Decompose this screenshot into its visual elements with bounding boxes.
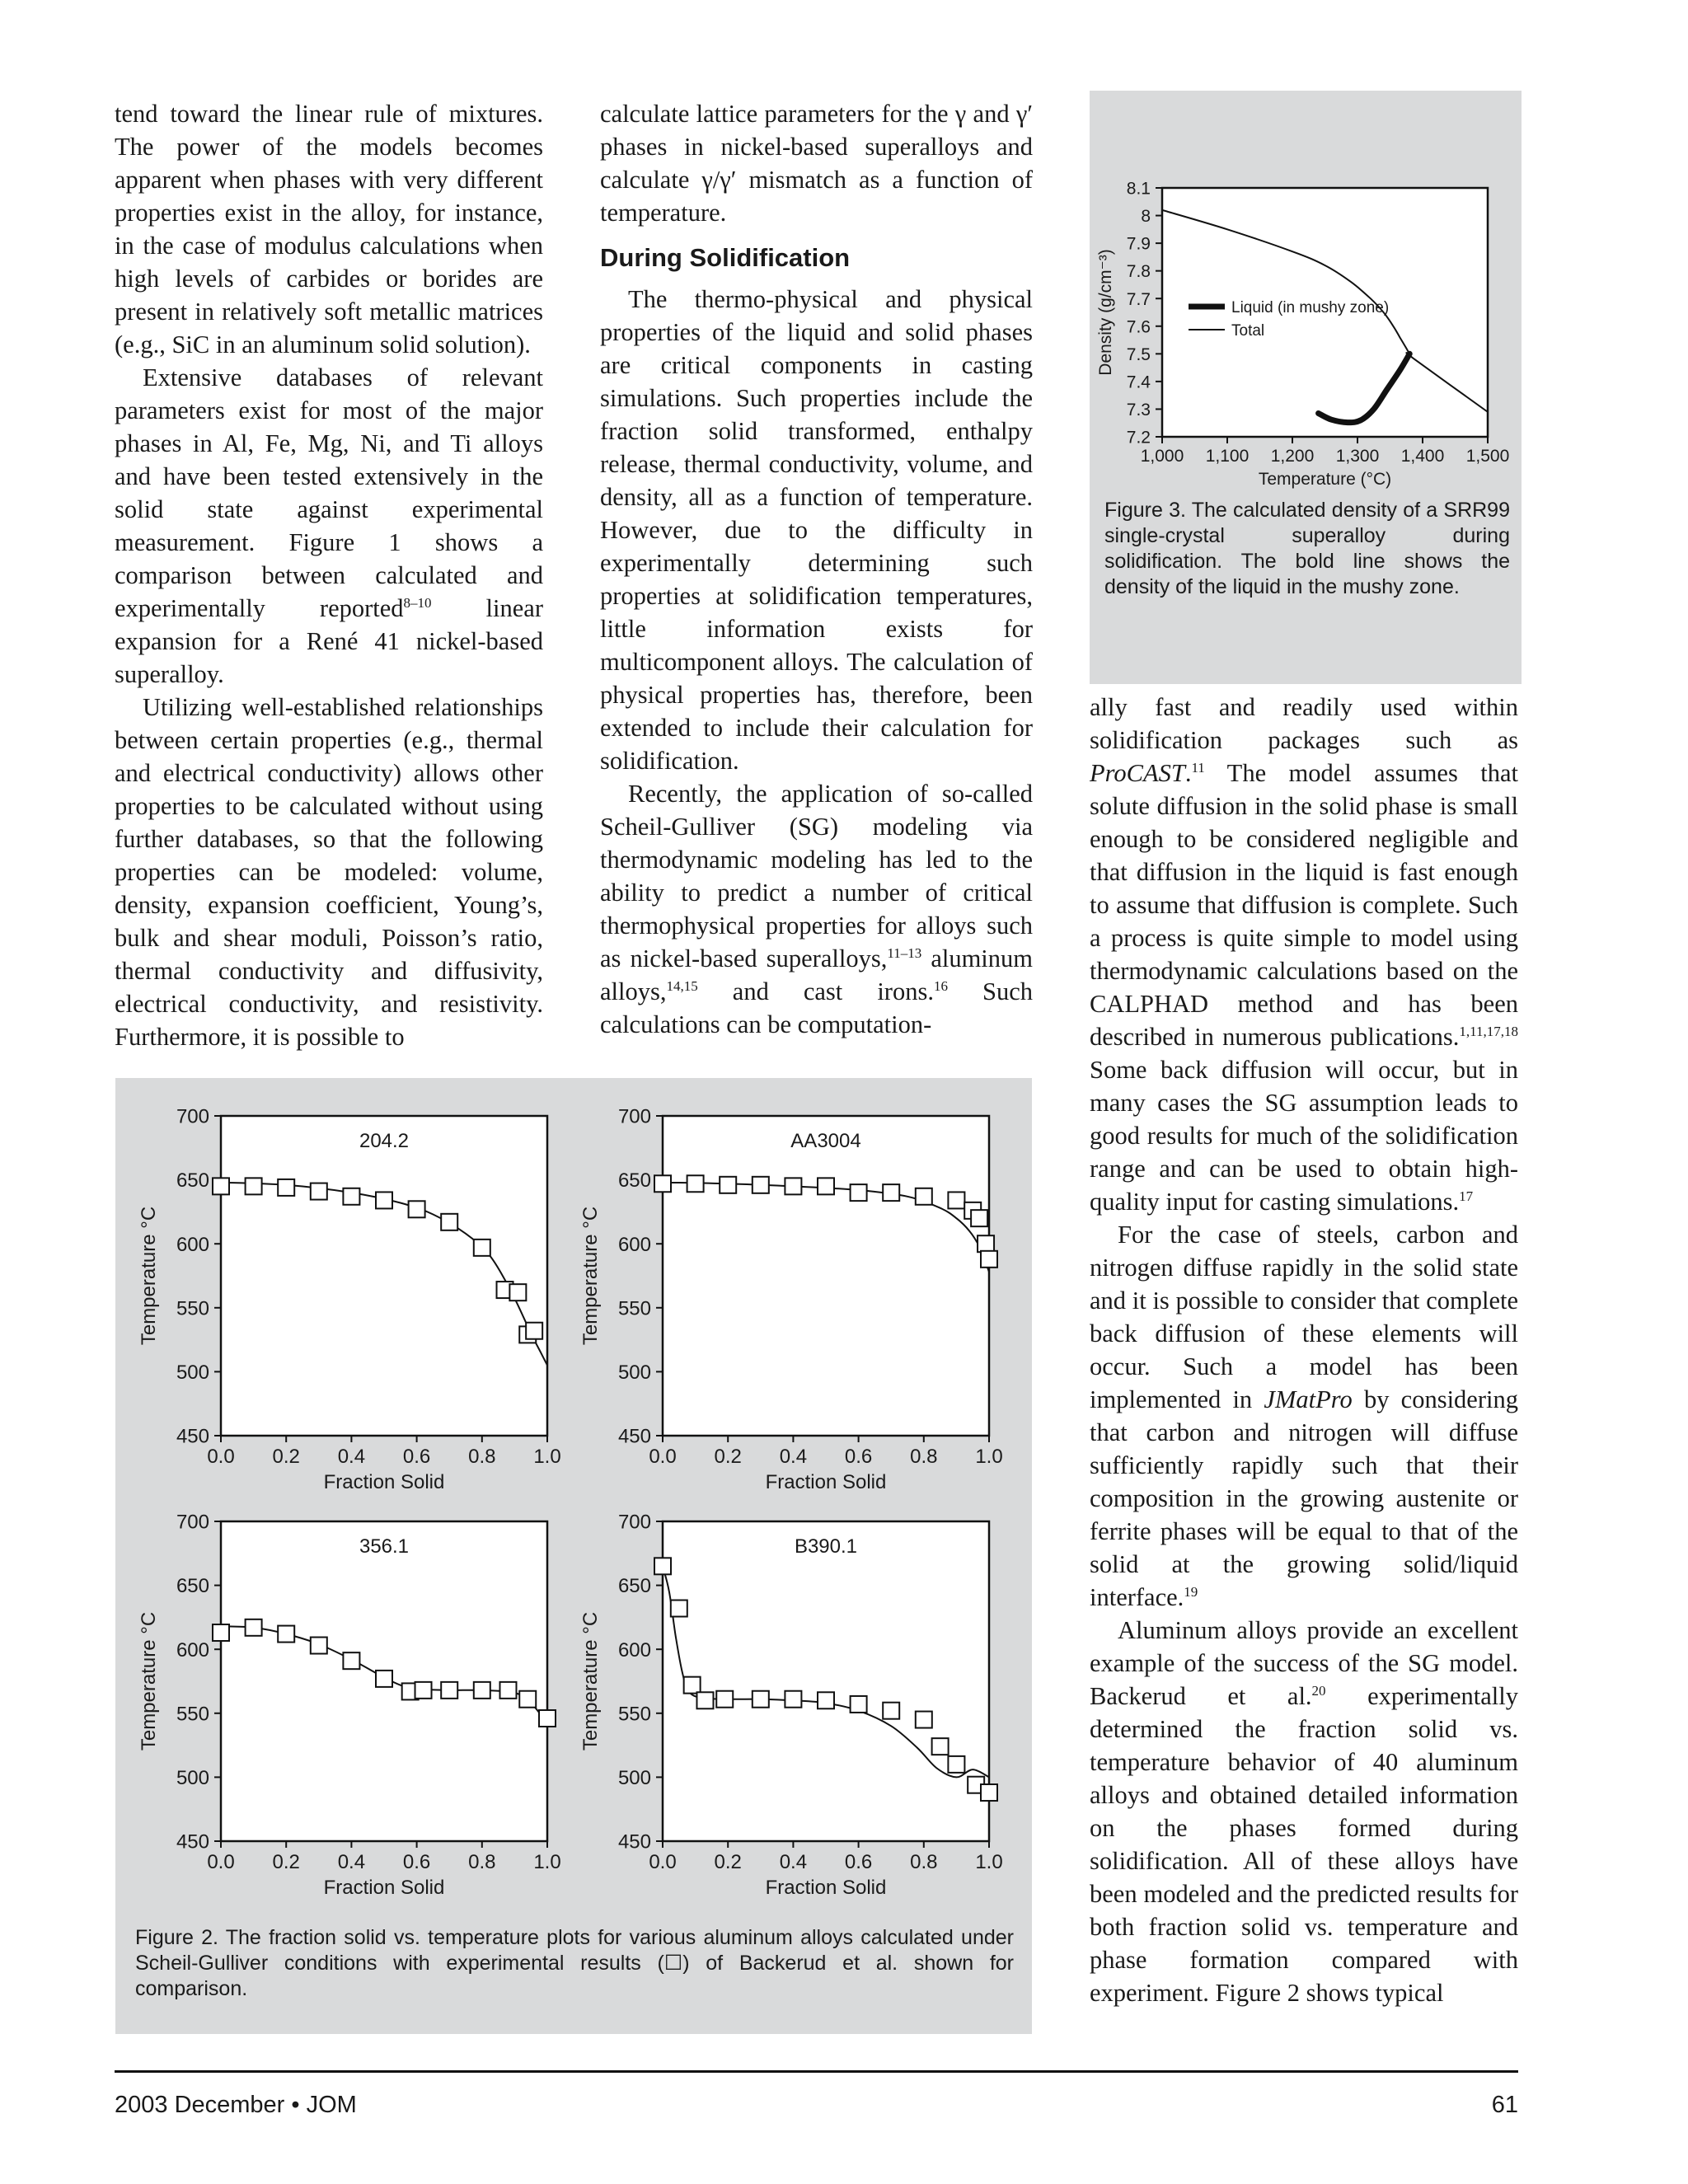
chart-title: 204.2 bbox=[359, 1130, 410, 1152]
figure-2 bbox=[115, 1078, 1032, 2034]
data-point bbox=[474, 1682, 490, 1699]
y-tick-label: 700 bbox=[176, 1105, 209, 1128]
data-point bbox=[343, 1652, 359, 1669]
paragraph: Aluminum alloys provide an excellent example of the success of the SG model. Backerud et al.$^{20}$ experimentally determined the fraction solid vs. temperature behavior of 40 aluminum alloys and obtained detailed information on the phases formed during solidification. All of these alloys have been modeled and the predicted results for both fraction solid vs. temperature and phase formation compared with experiment. Figure 2 shows typical bbox=[1090, 1616, 1518, 2007]
data-point bbox=[785, 1178, 801, 1194]
x-tick-label: 0.6 bbox=[402, 1851, 431, 1873]
data-point bbox=[213, 1178, 229, 1194]
data-point bbox=[916, 1188, 932, 1205]
data-point bbox=[499, 1682, 516, 1699]
x-tick-label: 0.4 bbox=[337, 1446, 366, 1468]
reference-superscript: 19 bbox=[1184, 1584, 1198, 1600]
y-tick-label: 550 bbox=[176, 1297, 209, 1320]
y-tick-label: 500 bbox=[176, 1361, 209, 1385]
chart-fig3 bbox=[1096, 180, 1509, 489]
paragraph: For the case of steels, carbon and nitrogen diffuse rapidly in the solid state and it is possible to consider that complete back diffusion of these elements will occur. Such a model has been implemented in JMatPro by considering that carbon and nitrogen will diffuse sufficiently rapidly such that their composition in the growing austenite or ferrite phases will be equal to that of the solid at the growing solid/liquid interface.$^{19}$ bbox=[1090, 1221, 1518, 1611]
y-tick-label: 550 bbox=[617, 1297, 651, 1320]
data-point bbox=[785, 1691, 801, 1708]
x-tick-label: 0.4 bbox=[337, 1851, 366, 1873]
x-tick-label: 1.0 bbox=[975, 1446, 1003, 1468]
data-point bbox=[376, 1671, 392, 1687]
y-tick-label: 7.8 bbox=[1126, 262, 1151, 282]
data-point bbox=[981, 1251, 997, 1268]
data-point bbox=[311, 1638, 327, 1654]
y-tick-label: 7.2 bbox=[1126, 428, 1151, 448]
reference-superscript: 11 bbox=[1191, 760, 1205, 776]
footer-journal: 2003 December • JOM bbox=[115, 2092, 357, 2118]
reference-superscript: 20 bbox=[1311, 1683, 1326, 1699]
data-point bbox=[441, 1214, 457, 1230]
x-tick-label: 1.0 bbox=[533, 1851, 561, 1873]
x-axis-label: Temperature (°C) bbox=[1258, 470, 1392, 489]
figure-3-chart bbox=[1090, 91, 1522, 494]
data-point bbox=[376, 1192, 392, 1208]
data-point bbox=[978, 1235, 994, 1252]
y-tick-label: 450 bbox=[176, 1425, 209, 1448]
y-tick-label: 550 bbox=[176, 1703, 209, 1726]
legend-label: Total bbox=[1231, 322, 1265, 340]
paragraph: Recently, the application of so-called Scheil-Gulliver (SG) modeling via thermodynamic modeling has led to the ability to predict a number of critical thermophysical properties for alloys such as nickel-based superalloys,$^{11-13}$ aluminum alloys,$^{14,15}$ and cast irons.$^{16}$ Such calculations can be computation- bbox=[600, 780, 1034, 1038]
y-tick-label: 600 bbox=[617, 1233, 651, 1256]
y-tick-label: 600 bbox=[617, 1638, 651, 1661]
y-axis-label: Temperature °C bbox=[138, 1206, 160, 1346]
text-column-2 bbox=[600, 97, 1033, 1041]
data-point bbox=[684, 1677, 701, 1694]
y-tick-label: 500 bbox=[617, 1361, 651, 1385]
data-point bbox=[696, 1692, 713, 1708]
plot-area bbox=[221, 1116, 547, 1436]
data-point bbox=[278, 1626, 294, 1643]
x-tick-label: 0.0 bbox=[207, 1446, 235, 1468]
x-tick-label: 0.4 bbox=[779, 1446, 808, 1468]
data-point bbox=[971, 1210, 987, 1226]
data-point bbox=[851, 1184, 867, 1201]
data-point bbox=[671, 1601, 687, 1617]
y-axis-label: Density (g/cm⁻³) bbox=[1096, 249, 1115, 376]
data-point bbox=[883, 1184, 899, 1201]
footer-rule bbox=[115, 2070, 1518, 2073]
data-point bbox=[311, 1183, 327, 1200]
x-tick-label: 0.2 bbox=[714, 1446, 742, 1468]
y-tick-label: 7.7 bbox=[1126, 289, 1151, 309]
x-tick-label: 0.8 bbox=[468, 1446, 496, 1468]
legend-label: Liquid (in mushy zone) bbox=[1231, 299, 1390, 316]
y-tick-label: 7.6 bbox=[1126, 317, 1151, 337]
data-point bbox=[687, 1175, 704, 1192]
y-tick-label: 650 bbox=[176, 1575, 209, 1598]
y-tick-label: 450 bbox=[617, 1830, 651, 1854]
data-point bbox=[716, 1691, 733, 1708]
data-point bbox=[246, 1178, 262, 1194]
data-point bbox=[948, 1756, 964, 1773]
data-point bbox=[720, 1177, 736, 1193]
data-point bbox=[883, 1703, 899, 1719]
figure-2-charts bbox=[115, 1078, 1032, 1919]
y-tick-label: 7.3 bbox=[1126, 401, 1151, 420]
paragraph: calculate lattice parameters for the γ and γ′ phases in nickel-based superalloys and calculate γ/γ′ mismatch as a function of temperature. bbox=[600, 100, 1033, 227]
data-point bbox=[654, 1175, 671, 1192]
x-tick-label: 1,200 bbox=[1270, 447, 1315, 466]
paragraph: Extensive databases of relevant parameters exist for most of the major phases in Al, Fe, Mg, Ni, and Ti alloys and have been tested extensively in the solid state against experimental measurement. Figure 1 shows a comparison between calculated and experimentally reported$^{8-10}$ linear expansion for a René 41 nickel-based superalloy. bbox=[115, 363, 543, 688]
reference-superscript: 11–13 bbox=[887, 945, 922, 961]
page-number: 61 bbox=[1491, 2092, 1518, 2118]
data-point bbox=[526, 1323, 542, 1339]
x-tick-label: 0.0 bbox=[649, 1446, 677, 1468]
reference-superscript: 14,15 bbox=[666, 978, 698, 994]
data-point bbox=[415, 1682, 432, 1699]
y-tick-label: 7.4 bbox=[1126, 373, 1151, 392]
x-tick-label: 0.8 bbox=[910, 1851, 938, 1873]
x-tick-label: 0.6 bbox=[844, 1851, 873, 1873]
data-point bbox=[753, 1177, 769, 1193]
chart-title: B390.1 bbox=[794, 1535, 858, 1558]
y-tick-label: 7.9 bbox=[1126, 234, 1151, 254]
x-tick-label: 0.0 bbox=[649, 1851, 677, 1873]
x-tick-label: 1,100 bbox=[1205, 447, 1250, 466]
y-axis-label: Temperature °C bbox=[579, 1611, 602, 1751]
x-tick-label: 1.0 bbox=[533, 1446, 561, 1468]
y-axis-label: Temperature °C bbox=[138, 1611, 160, 1751]
y-tick-label: 500 bbox=[617, 1767, 651, 1790]
y-tick-label: 450 bbox=[617, 1425, 651, 1448]
x-axis-label: Fraction Solid bbox=[323, 1877, 445, 1899]
data-point bbox=[509, 1284, 526, 1301]
data-point bbox=[818, 1692, 834, 1708]
y-tick-label: 8 bbox=[1141, 207, 1151, 227]
data-point bbox=[948, 1192, 964, 1208]
data-point bbox=[278, 1179, 294, 1196]
data-point bbox=[981, 1784, 997, 1801]
figure-3 bbox=[1090, 91, 1522, 684]
figure-2-caption: Figure 2. The fraction solid vs. temperature plots for various aluminum alloys calculated under Scheil-Gulliver conditions with experimental results (☐) of Backerud et al. shown for comparison. bbox=[135, 1926, 1014, 2000]
chart-fig2c bbox=[138, 1511, 561, 1899]
y-tick-label: 700 bbox=[176, 1511, 209, 1534]
x-tick-label: 0.2 bbox=[272, 1446, 300, 1468]
y-tick-label: 450 bbox=[176, 1830, 209, 1854]
data-point bbox=[409, 1201, 425, 1217]
data-point bbox=[246, 1619, 262, 1636]
chart-fig2d bbox=[579, 1511, 1003, 1899]
y-tick-label: 600 bbox=[176, 1638, 209, 1661]
data-point bbox=[213, 1624, 229, 1641]
y-tick-label: 700 bbox=[617, 1105, 651, 1128]
y-tick-label: 650 bbox=[617, 1575, 651, 1598]
data-point bbox=[343, 1188, 359, 1205]
chart-title: AA3004 bbox=[790, 1130, 861, 1152]
data-point bbox=[753, 1691, 769, 1708]
x-tick-label: 1,500 bbox=[1465, 447, 1510, 466]
data-point bbox=[932, 1738, 949, 1755]
figure-3-caption: Figure 3. The calculated density of a SRR99 single-crystal superalloy during solidification. The bold line shows the density of the liquid in the mushy zone. bbox=[1104, 499, 1510, 598]
plot-area bbox=[663, 1116, 989, 1436]
section-heading: During Solidification bbox=[600, 243, 851, 272]
x-tick-label: 0.6 bbox=[844, 1446, 873, 1468]
y-tick-label: 550 bbox=[617, 1703, 651, 1726]
data-point bbox=[441, 1682, 457, 1699]
y-tick-label: 8.1 bbox=[1126, 179, 1151, 199]
x-tick-label: 0.8 bbox=[910, 1446, 938, 1468]
x-tick-label: 1,000 bbox=[1140, 447, 1184, 466]
data-point bbox=[654, 1558, 671, 1574]
y-tick-label: 700 bbox=[617, 1511, 651, 1534]
x-tick-label: 0.2 bbox=[272, 1851, 300, 1873]
y-axis-label: Temperature °C bbox=[579, 1206, 602, 1346]
y-tick-label: 7.5 bbox=[1126, 344, 1151, 364]
reference-superscript: 8–10 bbox=[403, 595, 432, 611]
reference-superscript: 17 bbox=[1459, 1188, 1474, 1204]
x-tick-label: 1,300 bbox=[1335, 447, 1380, 466]
y-tick-label: 500 bbox=[176, 1767, 209, 1790]
data-point bbox=[851, 1696, 867, 1713]
text-column-1 bbox=[115, 97, 543, 1053]
x-axis-label: Fraction Solid bbox=[323, 1471, 445, 1493]
x-tick-label: 0.4 bbox=[779, 1851, 808, 1873]
x-tick-label: 0.6 bbox=[402, 1446, 431, 1468]
x-tick-label: 0.2 bbox=[714, 1851, 742, 1873]
chart-fig2b bbox=[579, 1106, 1003, 1493]
reference-superscript: 1,11,17,18 bbox=[1459, 1024, 1518, 1039]
x-tick-label: 1,400 bbox=[1400, 447, 1445, 466]
x-tick-label: 0.0 bbox=[207, 1851, 235, 1873]
paragraph: tend toward the linear rule of mixtures. The power of the models becomes apparent when phases with very different properties exist in the alloy, for instance, in the case of modulus calculations when high levels of carbides or borides are present in relatively soft metallic matrices (e.g., SiC in an aluminum solid solution). bbox=[115, 100, 543, 359]
y-tick-label: 650 bbox=[617, 1169, 651, 1193]
chart-title: 356.1 bbox=[359, 1535, 410, 1558]
paragraph: Utilizing well-established relationships between certain properties (e.g., thermal and electrical conductivity) allows other properties to be calculated without using further databases, so that the following properties can be modeled: volume, density, expansion coefficient, Young’s, bulk and shear moduli, Poisson’s ratio, thermal conductivity and diffusivity, electrical conductivity, and resistivity. Furthermore, it is possible to bbox=[115, 693, 543, 1051]
x-axis-label: Fraction Solid bbox=[765, 1471, 887, 1493]
x-tick-label: 1.0 bbox=[975, 1851, 1003, 1873]
x-tick-label: 0.8 bbox=[468, 1851, 496, 1873]
paragraph: ally fast and readily used within solidification packages such as ProCAST.$^{11}$ The model assumes that solute diffusion in the solid phase is small enough to be considered negligible and that diffusion in the liquid is fast enough to assume that diffusion is complete. Such a process is quite simple to model using thermodynamic calculations based on the CALPHAD method and has been described in numerous publications.$^{1,11,17,18}$ Some back diffusion will occur, but in many cases the SG assumption leads to good results for much of the solidification range and can be used to obtain high-quality input for casting simulations.$^{17}$ bbox=[1090, 693, 1518, 1216]
reference-superscript: 16 bbox=[933, 978, 948, 994]
data-point bbox=[474, 1240, 490, 1256]
paragraph: The thermo-physical and physical properties of the liquid and solid phases are critical components in casting simulations. Such properties include the fraction solid transformed, enthalpy release, thermal conductivity, volume, and density, all as a function of temperature. However, due to the difficulty in experimentally determining such properties at solidification temperatures, little information exists for multicomponent alloys. The calculation of physical properties has, therefore, been extended to include their calculation for solidification. bbox=[600, 285, 1033, 775]
text-column-3 bbox=[1090, 691, 1518, 2009]
plot-area bbox=[663, 1521, 989, 1841]
y-tick-label: 650 bbox=[176, 1169, 209, 1193]
data-point bbox=[916, 1712, 932, 1728]
data-point bbox=[539, 1710, 556, 1727]
y-tick-label: 600 bbox=[176, 1233, 209, 1256]
chart-fig2a bbox=[138, 1106, 561, 1493]
data-point bbox=[519, 1691, 536, 1708]
data-point bbox=[818, 1178, 834, 1194]
x-axis-label: Fraction Solid bbox=[765, 1877, 887, 1899]
